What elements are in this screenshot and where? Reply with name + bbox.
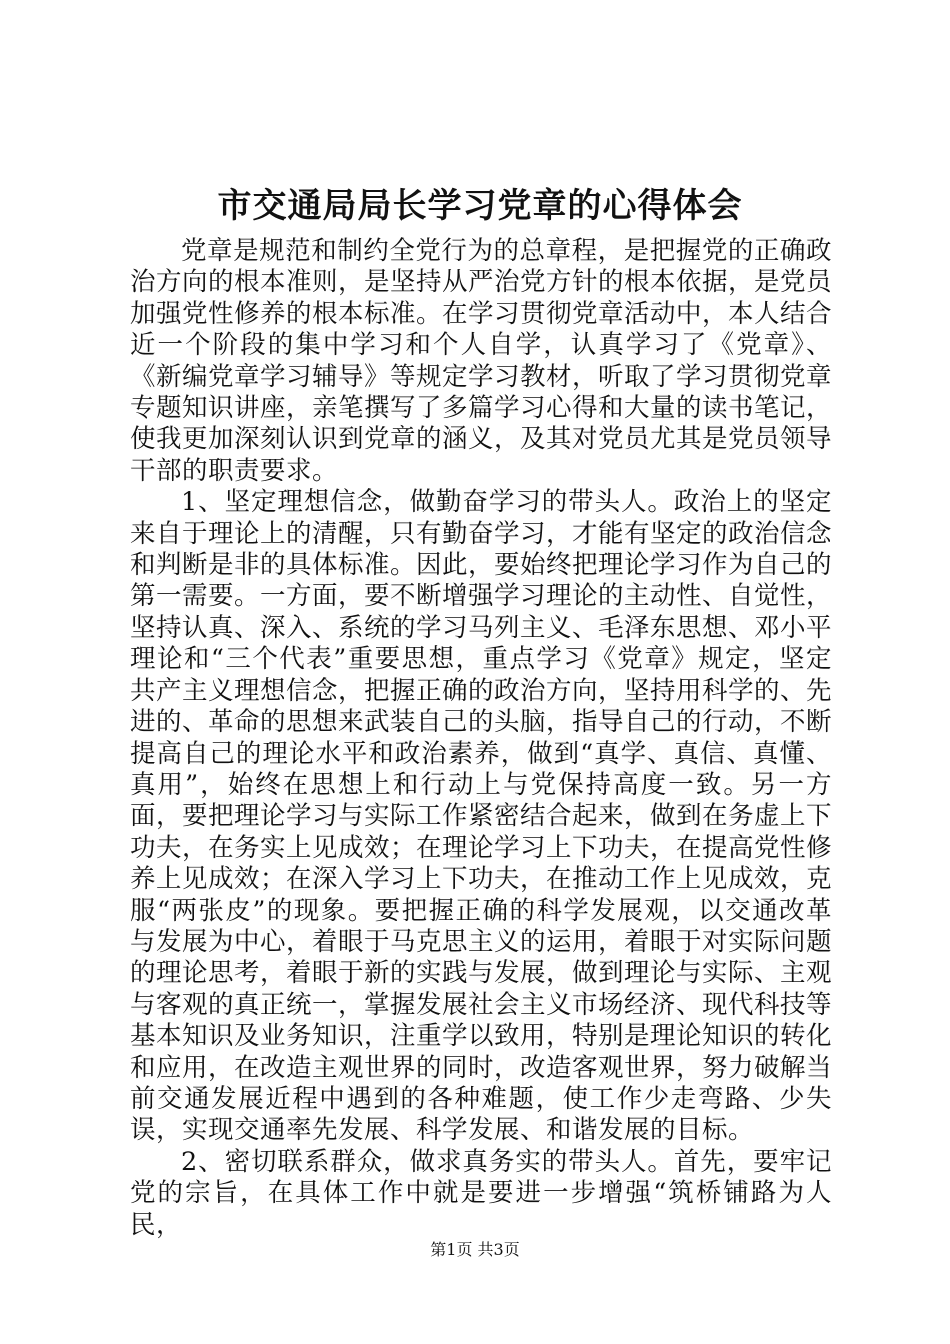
document-body xyxy=(130,236,832,1241)
paragraph-point-1: 1、坚定理想信念，做勤奋学习的带头人。政治上的坚定来自于理论上的清醒，只有勤奋学习，才能有坚定的政治信念和判断是非的具体标准。因此，要始终把理论学习作为自己的第一需要。一方面，要不断增强学习理论的主动性、自觉性，坚持认真、深入、系统的学习马列主义、毛泽东思想、邓小平理论和“三个代表”重要思想，重点学习《党章》规定，坚定共产主义理想信念，把握正确的政治方向，坚持用科学的、先进的、革命的思想来武装自己的头脑，指导自己的行动，不断提高自己的理论水平和政治素养，做到“真学、真信、真懂、真用”，始终在思想上和行动上与党保持高度一致。另一方面，要把理论学习与实际工作紧密结合起来，做到在务虚上下功夫，在务实上见成效；在理论学习上下功夫，在提高党性修养上见成效；在深入学习上下功夫，在推动工作上见成效，克服“两张皮”的现象。要把握正确的科学发展观，以交通改革与发展为中心，着眼于马克思主义的运用，着眼于对实际问题的理论思考，着眼于新的实践与发展，做到理论与实际、主观与客观的真正统一，掌握发展社会主义市场经济、现代科技等基本知识及业务知识，注重学以致用，特别是理论知识的转化和应用，在改造主观世界的同时，改造客观世界，努力破解当前交通发展近程中遇到的各种难题，使工作少走弯路、少失误，实现交通率先发展、科学发展、和谐发展的目标。 xyxy=(130,487,833,1146)
document-title: 市交通局局长学习党章的心得体会 xyxy=(217,186,743,226)
page-footer: 第1页 共3页 xyxy=(430,1240,520,1259)
paragraph-intro: 党章是规范和制约全党行为的总章程，是把握党的正确政治方向的根本准则，是坚持从严治党方针的根本依据，是党员加强党性修养的根本标准。在学习贯彻党章活动中，本人结合近一个阶段的集中学习和个人自学，认真学习了《党章》、《新编党章学习辅导》等规定学习教材，听取了学习贯彻党章专题知识讲座，亲笔撰写了多篇学习心得和大量的读书笔记，使我更加深刻认识到党章的涵义，及其对党员尤其是党员领导干部的职责要求。 xyxy=(130,236,833,486)
paragraph-point-2: 2、密切联系群众，做求真务实的带头人。首先，要牢记党的宗旨，在具体工作中就是要进一步增强“筑桥铺路为人民， xyxy=(130,1146,832,1240)
